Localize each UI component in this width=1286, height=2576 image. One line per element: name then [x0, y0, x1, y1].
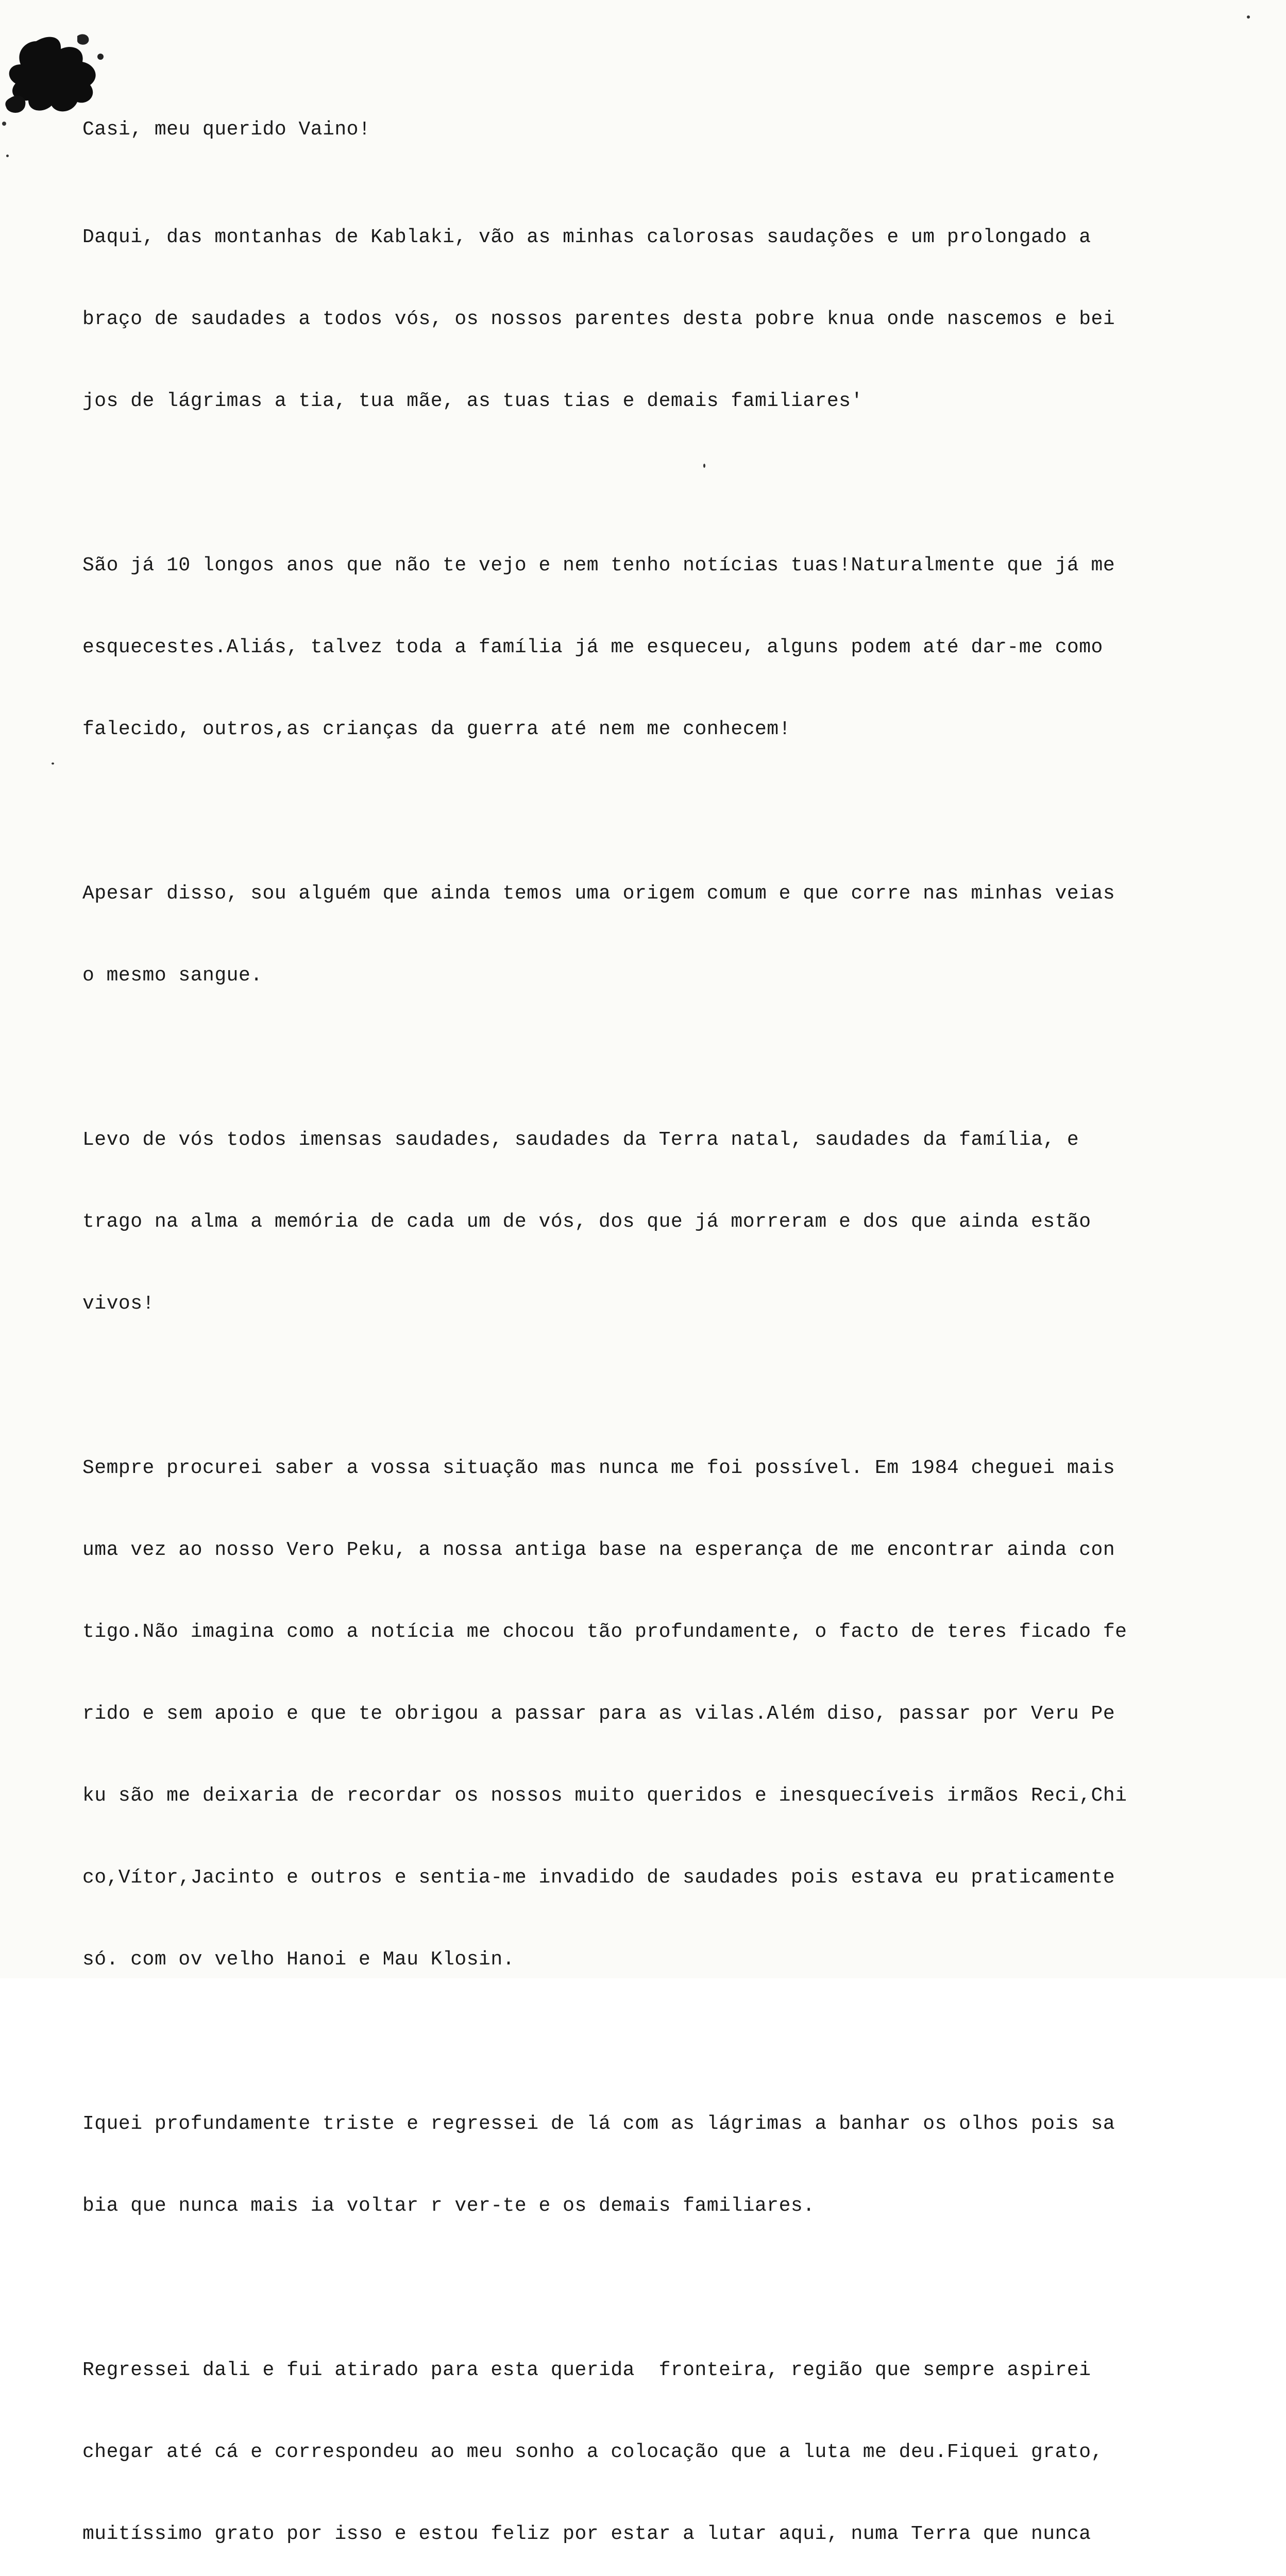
text-line: São já 10 longos anos que não te vejo e nem tenho notícias tuas!Naturalmente que já me	[82, 554, 1115, 577]
paragraph	[82, 825, 1237, 1044]
scan-speck	[6, 155, 9, 157]
paragraph	[82, 1072, 1237, 1372]
ink-blot-mark	[0, 21, 124, 129]
text-line: ku são me deixaria de recordar os nossos muito queridos e inesquecíveis irmãos Reci,Chi	[82, 1785, 1127, 1807]
text-line: braço de saudades a todos vós, os nossos parentes desta pobre knua onde nascemos e bei	[82, 308, 1115, 330]
paragraph	[82, 497, 1237, 798]
text-line: Iquei profundamente triste e regressei de lá com as lágrimas a banhar os olhos pois sa	[82, 2113, 1115, 2135]
text-line: uma vez ao nosso Vero Peku, a nossa antiga base na esperança de me encontrar ainda con	[82, 1539, 1115, 1561]
text-line: Daqui, das montanhas de Kablaki, vão as minhas calorosas saudações e um prolongado a	[82, 226, 1091, 248]
letter-salutation: Casi, meu querido Vaino!	[82, 118, 371, 141]
paragraph	[82, 2056, 1237, 2274]
text-line: tigo.Não imagina como a notícia me chocou tão profundamente, o facto de teres ficado fe	[82, 1621, 1127, 1643]
text-line: Apesar disso, sou alguém que ainda temos uma origem comum e que corre nas minhas veias	[82, 883, 1115, 905]
text-line: o mesmo sangue.	[82, 964, 263, 987]
text-line: co,Vítor,Jacinto e outros e sentia-me invadido de saudades pois estava eu praticamente	[82, 1867, 1115, 1889]
paragraph	[82, 1400, 1237, 2028]
paragraph	[82, 169, 1237, 469]
text-line: rido e sem apoio e que te obrigou a passar para as vilas.Além diso, passar por Veru Pe	[82, 1703, 1115, 1725]
text-line: bia que nunca mais ia voltar r ver-te e os demais familiares.	[82, 2195, 815, 2217]
scan-speck	[1247, 15, 1250, 19]
text-line: falecido, outros,as crianças da guerra até nem me conhecem!	[82, 718, 791, 740]
text-line: chegar até cá e correspondeu ao meu sonho a colocação que a luta me deu.Fiquei grato,	[82, 2441, 1103, 2463]
scan-speck	[52, 762, 54, 765]
text-line: trago na alma a memória de cada um de vós, dos que já morreram e dos que ainda estão	[82, 1211, 1091, 1233]
text-line: esquecestes.Aliás, talvez toda a família já me esqueceu, alguns podem até dar-me como	[82, 636, 1103, 658]
text-line: jos de lágrimas a tia, tua mãe, as tuas tias e demais familiares'	[82, 390, 863, 412]
text-line: Regressei dali e fui atirado para esta querida fronteira, região que sempre aspirei	[82, 2359, 1091, 2381]
text-line: muitíssimo grato por isso e estou feliz por estar a lutar aqui, numa Terra que nunca	[82, 2523, 1091, 2545]
text-line: Levo de vós todos imensas saudades, saudades da Terra natal, saudades da família, e	[82, 1129, 1079, 1151]
text-line: Sempre procurei saber a vossa situação mas nunca me foi possível. Em 1984 cheguei mais	[82, 1457, 1115, 1479]
paragraph	[82, 2302, 1237, 2576]
letter-body	[82, 116, 1237, 2576]
text-line: só. com ov velho Hanoi e Mau Klosin.	[82, 1948, 515, 1971]
text-line: vivos!	[82, 1293, 155, 1315]
scan-speck	[703, 464, 705, 468]
